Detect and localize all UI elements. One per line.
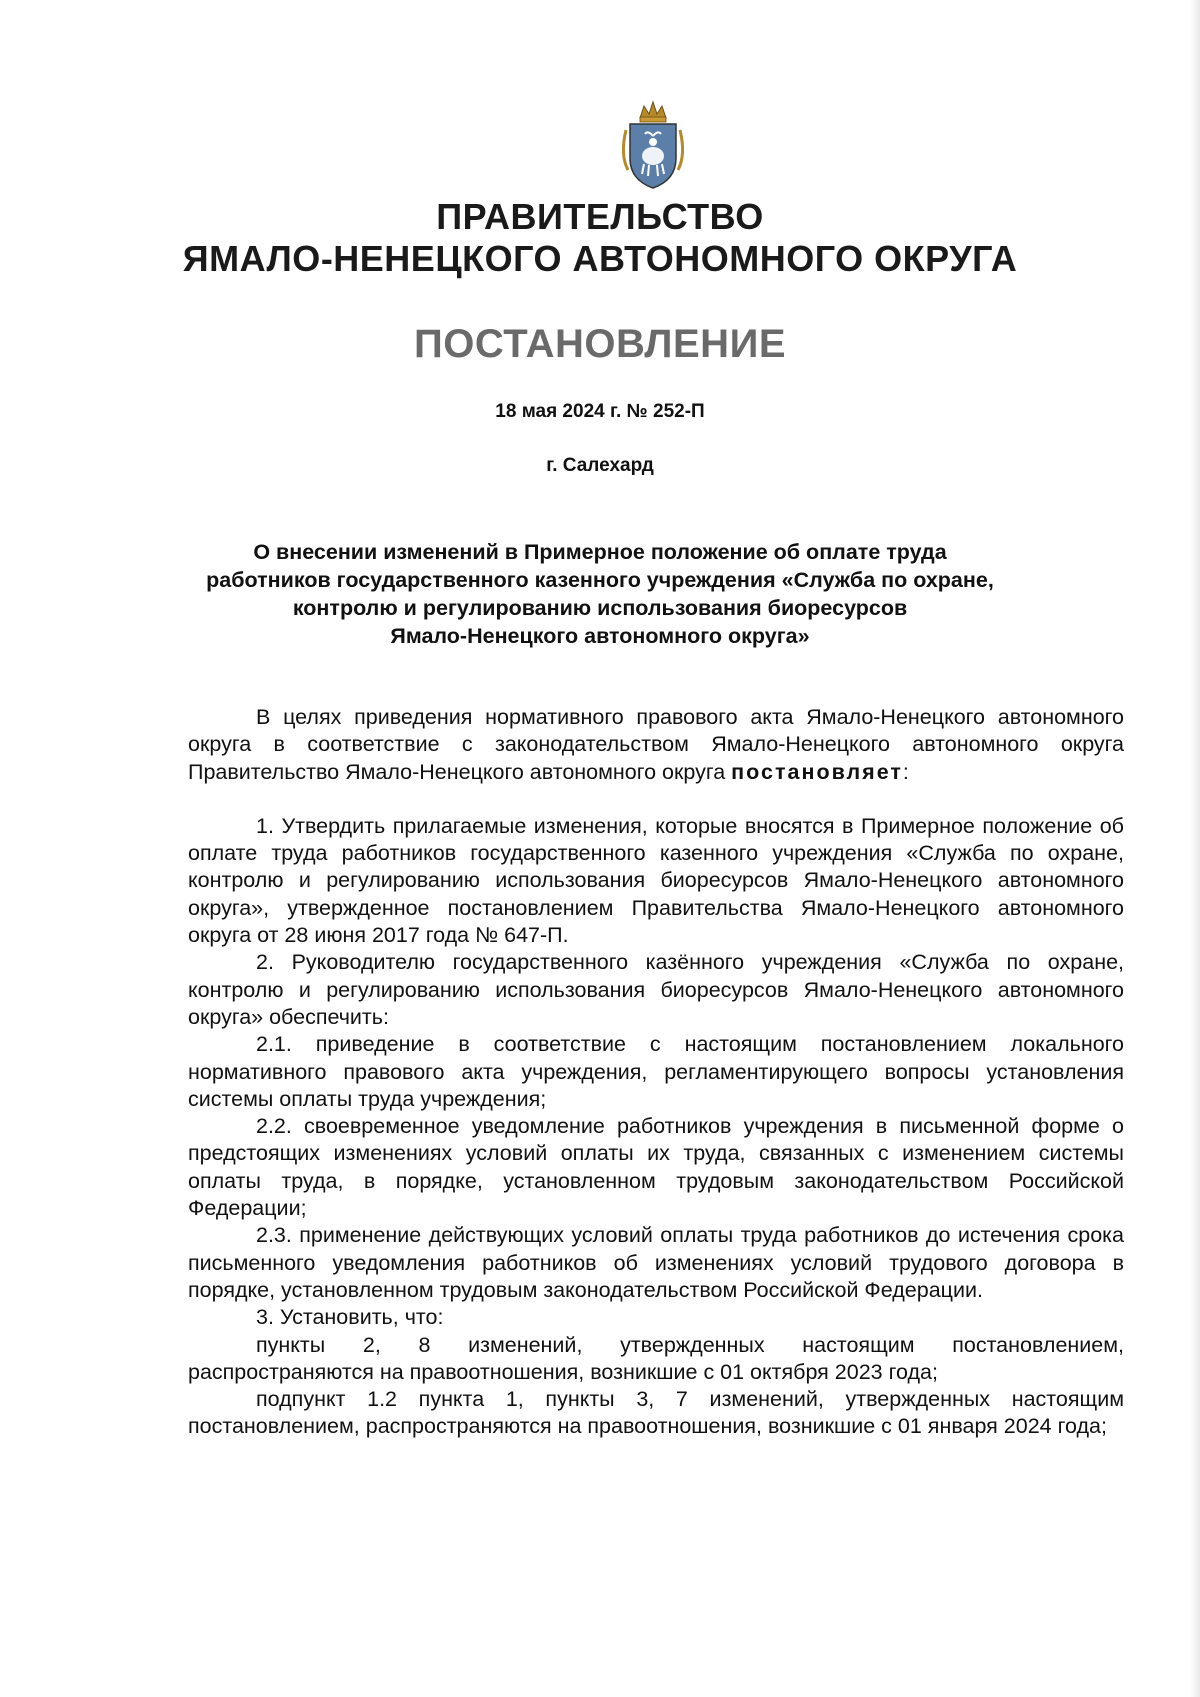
document-type: ПОСТАНОВЛЕНИЕ (413, 322, 786, 366)
preamble-text: В целях приведения нормативного правового акта Ямало-Ненецкого автономного округа в соответствие с законодательством Ямало-Ненецкого автономного округа Правительство Ямало-Ненецкого автономного округа (188, 705, 1124, 784)
resolves-colon: : (902, 759, 909, 784)
document-date-number: 18 мая 2024 г. № 252-П (495, 401, 705, 422)
paragraph-2-2: 2.2. своевременное уведомление работников учреждения в письменной форме о предстоящих изменениях условий оплаты их труда, связанных с изменением системы оплаты труда, в порядке, установленном трудовым законодательством Российской Федерации; (188, 1114, 1124, 1221)
subject-line: контролю и регулированию использования биоресурсов (292, 596, 908, 620)
document-body (188, 704, 1124, 1441)
paragraph-3-item-1: пункты 2, 8 изменений, утвержденных настоящим постановлением, распространяются на правоотношения, возникшие с 01 октября 2023 года; (188, 1332, 1124, 1384)
paragraph-3: 3. Установить, что: (256, 1305, 444, 1330)
preamble-paragraph (188, 704, 1124, 786)
coat-of-arms-icon (618, 100, 688, 192)
subject-line: работников государственного казенного учреждения «Служба по охране, (206, 568, 994, 592)
document-subject (150, 538, 1050, 650)
paragraph-1: 1. Утвердить прилагаемые изменения, которые вносятся в Примерное положение об оплате труда работников государственного казенного учреждения «Служба по охране, контролю и регулированию использования биоресурсов Ямало-Ненецкого автономного округа», утвержденное постановлением Правительства Ямало-Ненецкого автономного округа от 28 июня 2017 года № 647-П. (188, 813, 1124, 948)
subject-line: Ямало-Ненецкого автономного округа» (390, 624, 810, 648)
document-city: г. Салехард (546, 455, 654, 476)
paragraph-2-1: 2.1. приведение в соответствие с настоящим постановлением локального нормативного правового акта учреждения, регламентирующего вопросы установления системы оплаты труда учреждения; (188, 1032, 1124, 1111)
paragraph-2-3: 2.3. применение действующих условий оплаты труда работников до истечения срока письменного уведомления работников об изменениях условий трудового договора в порядке, установленном трудовым законодательством Российской Федерации. (188, 1223, 1124, 1302)
resolves-word: постановляет (731, 759, 903, 784)
government-title-line2: ЯМАЛО-НЕНЕЦКОГО АВТОНОМНОГО ОКРУГА (182, 238, 1018, 279)
government-title-line1: ПРАВИТЕЛЬСТВО (436, 196, 764, 237)
subject-line: О внесении изменений в Примерное положение об оплате труда (253, 540, 947, 564)
paragraph-2: 2. Руководителю государственного казённого учреждения «Служба по охране, контролю и регулированию использования биоресурсов Ямало-Ненецкого автономного округа» обеспечить: (188, 950, 1124, 1029)
paragraph-3-item-2: подпункт 1.2 пункта 1, пункты 3, 7 изменений, утвержденных настоящим постановлением, распространяются на правоотношения, возникшие с 01 января 2024 года; (188, 1387, 1124, 1439)
